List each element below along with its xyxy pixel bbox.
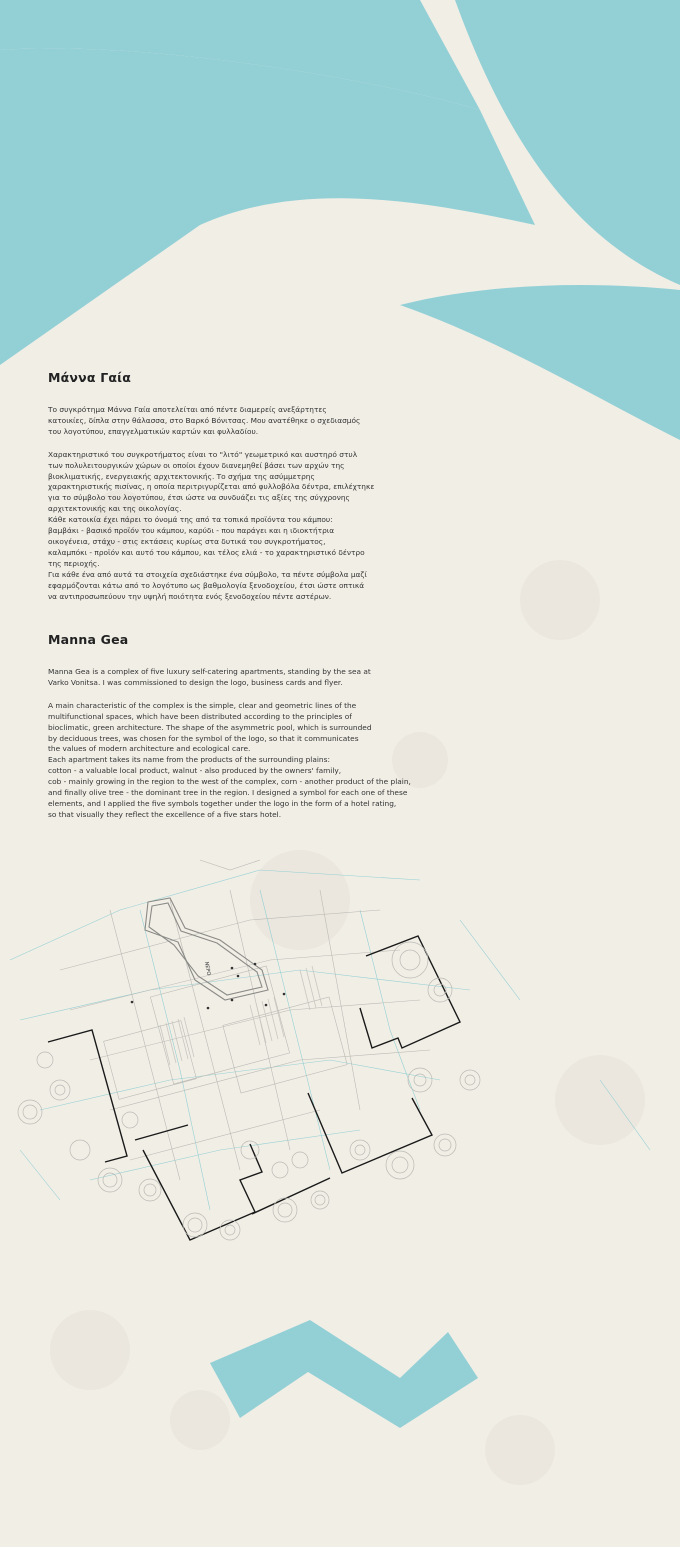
pool-label: ΝΕΡΟ	[203, 961, 212, 976]
site-plan-drawing	[0, 850, 680, 1270]
greek-text-block	[48, 370, 458, 614]
english-title: Manna Gea	[48, 632, 129, 647]
site-stairs	[160, 966, 322, 1065]
site-grid-lines	[60, 860, 430, 1180]
bottom-chevron-shape	[210, 1320, 478, 1428]
greek-title: Μάννα Γαία	[48, 370, 132, 385]
english-text-block	[48, 632, 468, 833]
pool-outline	[145, 898, 268, 1000]
english-paragraph-intro: Manna Gea is a complex of five luxury self-catering apartments, standing by the sea at Varko Vonitsa. I was commissioned to design the logo, business cards and flyer.	[48, 667, 371, 687]
greek-paragraph-description: Χαρακτηριστικό του συγκροτήματος είναι το "λιτό" γεωμετρικό και αυστηρό στυλ των πολυλειτουργικών χώρων οι οποίοι έχουν διανεμηθεί βάσει των αρχών της βιοκλιματικής, ενεργειακής αρχιτεκτονικής. Το σχήμα της ασύμμετρης χαρακτηριστικής πισίνας, η οποία περιτριγυρίζεται από φυλλοβόλα δέντρα, επιλέχτηκε για το σύμβολο του λογοτύπου, έτσι ώστε να συνδυάζει τις αξίες της σύγχρονης αρχιτεκτονικής και της οικολογίας. Κάθε κατοικία έχει πάρει το όνομά της από τα τοπικά προϊόντα του κάμπου: βαμβάκι - βασικό προϊόν του κάμπου, καρύδι - που παράγει και η ιδιοκτήτρια οικογένεια, στάχυ - στις εκτάσεις κυρίως στα δυτικά του συγκροτήματος, καλαμπόκι - προϊόν και αυτό του κάμπου, και τέλος ελιά - το χαρακτηριστικό δέντρο της περιοχής. Για κάθε ένα από αυτά τα στοιχεία σχεδιάστηκε ένα σύμβολο, τα πέντε σύμβολα μαζί εφαρμόζονται κάτω από το λογότυπο ως βαθμολογία ξενοδοχείου, έτσι ώστε οπτικά να αντιπροσωπεύουν την υψηλή ποιότητα ενός ξενοδοχείου πέντε αστέρων.	[48, 449, 375, 601]
english-paragraph-description: A main characteristic of the complex is the simple, clear and geometric lines of the multifunctional spaces, which have been distributed according to the principles of bioclimatic, green architecture. The shape of the asymmetric pool, which is surrounded by deciduous trees, was chosen for the symbol of the logo, so that it communicates the values of modern architecture and ecological care. Each apartment takes its name from the products of the surrounding plains: cotton - a valuable local product, walnut - also produced by the owners' family, cob - mainly growing in the region to the west of the complex, corn - another product of the plain, and finally olive tree - the dominant tree in the region. I designed a symbol for each one of these elements, and I applied the five symbols together under the logo in the form of a hotel rating, so that visually they reflect the excellence of a five stars hotel.	[48, 700, 411, 819]
site-survey-lines	[10, 870, 650, 1210]
greek-paragraph-intro: Το συγκρότημα Μάννα Γαία αποτελείται από πέντε διαμερείς ανεξάρτητες κατοικίες, δίπλα στην θάλασσα, στο Βαρκό Βόνιτσας. Μου ανατέθηκε ο σχεδιασμός του λογοτύπου, επαγγελματικών καρτών και φυλλαδίου.	[48, 405, 361, 436]
